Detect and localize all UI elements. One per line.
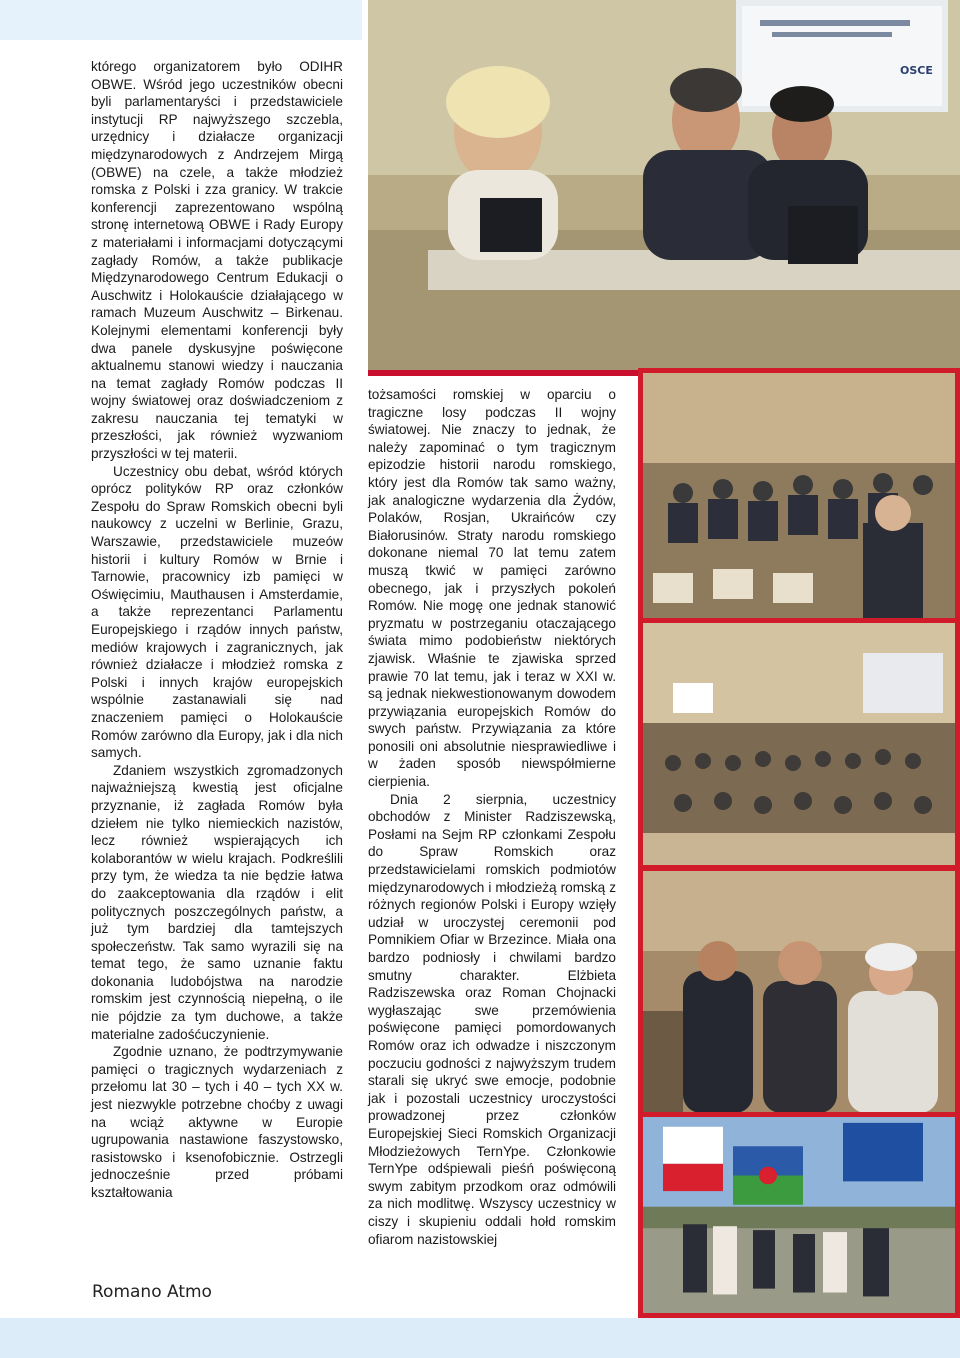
article-paragraph: tożsamości romskiej w oparciu o tragiczne losy podczas II wojny światowej. Nie znaczy to jednak, że należy zapominać o tym tragicznym epizodzie historii narodu romskiego, który jest dla Romów tak samo ważny, jak analogiczne wydarzenia dla Żydów, Polaków, Rosjan, Ukraińców czy Białorusinów. Straty narodu romskiego dokonane niemal 70 lat temu zatem muszą tkwić w pamięci zarówno obecnego, jak i przyszłych pokoleń Romów. Nie mogę one jednak stanowić pryzmatu w postrzeganiu otaczającego świata mimo podobieństw niektórych zjawisk. Właśnie te zjawiska sprzed prawie 70 lat temu, jak i teraz w XXI w. są jednak niekwestionowanym dowodem przywiązania europejskich Romów do swych państw. Przywiązania za które ponosili oni absolutnie niesprawiedliwe i w żaden sposób niewspółmierne cierpienia. [368,387,616,790]
publication-footer: Romano Atmo [92,1282,212,1302]
article-left-column [91,58,343,1202]
article-paragraph: Zgodnie uznano, że podtrzymywanie pamięci o tragicznych wydarzeniach z przełomu lat 30 – tych i 40 – tych XX w. jest niezwykle potrzebne choćby z uwagi na wciąż aktywne w Europie ugrupowania nastawione faszystowsko, rasistowsko i ksenofobicznie. Ostrzegli jednocześnie przed próbami kształtowania [91,1044,343,1200]
article-paragraph: którego organizatorem było ODIHR OBWE. Wśród jego uczestników obecni byli parlamentaryści i przedstawiciele instytucji RP najwyższego szczebla, urzędnicy i działacze organizacji międzynarodowych z Andrzejem Mirgą (OBWE) na czele, a także młodzież romska z Polski i zza granicy. W trakcie konferencji zaprezentowano wspólną stronę internetową OBWE i Rady Europy z materiałami i informacjami dotyczącymi zagłady Romów, a także publikacje Międzynarodowego Centrum Edukacji o Auschwitz i Holokauście działającego w ramach Muzeum Auschwitz – Birkenau. Kolejnymi elementami konferencji były dwa panele dyskusyjne poświęcone aktualnemu stanowi wiedzy i nauczania na temat zagłady Romów podczas II wojny światowej oraz doświadczeniom z zakresu nauczania tej tematyki w przeszłości, jak również wyzwaniom przyszłości w tej materii. [91,59,343,462]
bottom-color-band [0,1318,960,1358]
panel-speakers-photo [368,0,960,376]
article-middle-column [368,386,616,1248]
commemoration-march-photo [638,1112,960,1318]
article-paragraph: Dnia 2 sierpnia, uczestnicy obchodów z Minister Radziszewską, Posłami na Sejm RP członkami Zespołu do Spraw Romskich oraz przedstawicielami romskich podmiotów międzynarodowych i młodzieżą romską z różnych regionów Polski i Europy wzięły udział w uroczystej ceremonii pod Pomnikiem Ofiar w Brzezince. Miała ona bardzo podniosły i chwilami bardzo smutny charakter. Elżbieta Radziszewska oraz Roman Chojnacki wygłaszając swe przemówienia poświęcone pamięci pomordowanych Romów oraz ich odwadze i niszczonym poczuciu godności z najwyższym trudem starali się ukryć swe emocje, podobnie jak i pozostali uczestnicy uroczystości prowadzonej przez członków Europejskiej Sieci Romskich Organizacji Młodzieżowych TernYpe. Członkowie TernYpe odśpiewali pieśń poświęconą swym zabitym przodkom oraz odmówili za nich modlitwę. Wszyscy uczestnicy w ciszy i skupieniu oddali hołd romskim ofiarom nazistowskiej [368,791,616,1247]
conference-hall-photo [638,618,960,870]
osce-logo-text: OSCE [900,64,933,77]
group-portrait-photo [638,866,960,1118]
article-paragraph: Uczestnicy obu debat, wśród których oprócz polityków RP oraz członków Zespołu do Spraw Romskich obecni byli naukowcy z uczelni w Berlinie, Grazu, Warszawie, przedstawiciele muzeów historii i kultury Romów w Brnie i Tarnowie, pracownicy izb pamięci w Oświęcimiu, Mauthausen i Amsterdamie, a także reprezentanci Parlamentu Europejskiego i rządów innych państw, mediów krajowych i zagranicznych, jak również działacze i młodzież romska z Polski i innych krajów europejskich wspólnie zastanawiali się nad znaczeniem pamięci o Holokauście Romów zarówno dla Europy, jak i dla nich samych. [91,463,343,761]
audience-rows-photo [638,368,960,624]
top-color-band [0,0,362,40]
article-paragraph: Zdaniem wszystkich zgromadzonych najważniejszą kwestią jest oficjalne przyznanie, iż zagłada Romów była dziełem nie tylko niemieckich nazistów, lecz również wspierających ich kolaborantów w wielu krajach. Podkreślili przy tym, że wiedza ta nie będzie łatwa do zaakceptowania dla rządów i elit politycznych poszczególnych państw, a już tym bardziej dla tamtejszych społeczeństw. Tak samo wyrazili się na temat tego, że samo uznanie faktu dokonania ludobójstwa na narodzie romskim jest czynnością niepełną, o ile nie pójdzie za tym duchowe, a także materialne zadośćuczynienie. [91,762,343,1042]
